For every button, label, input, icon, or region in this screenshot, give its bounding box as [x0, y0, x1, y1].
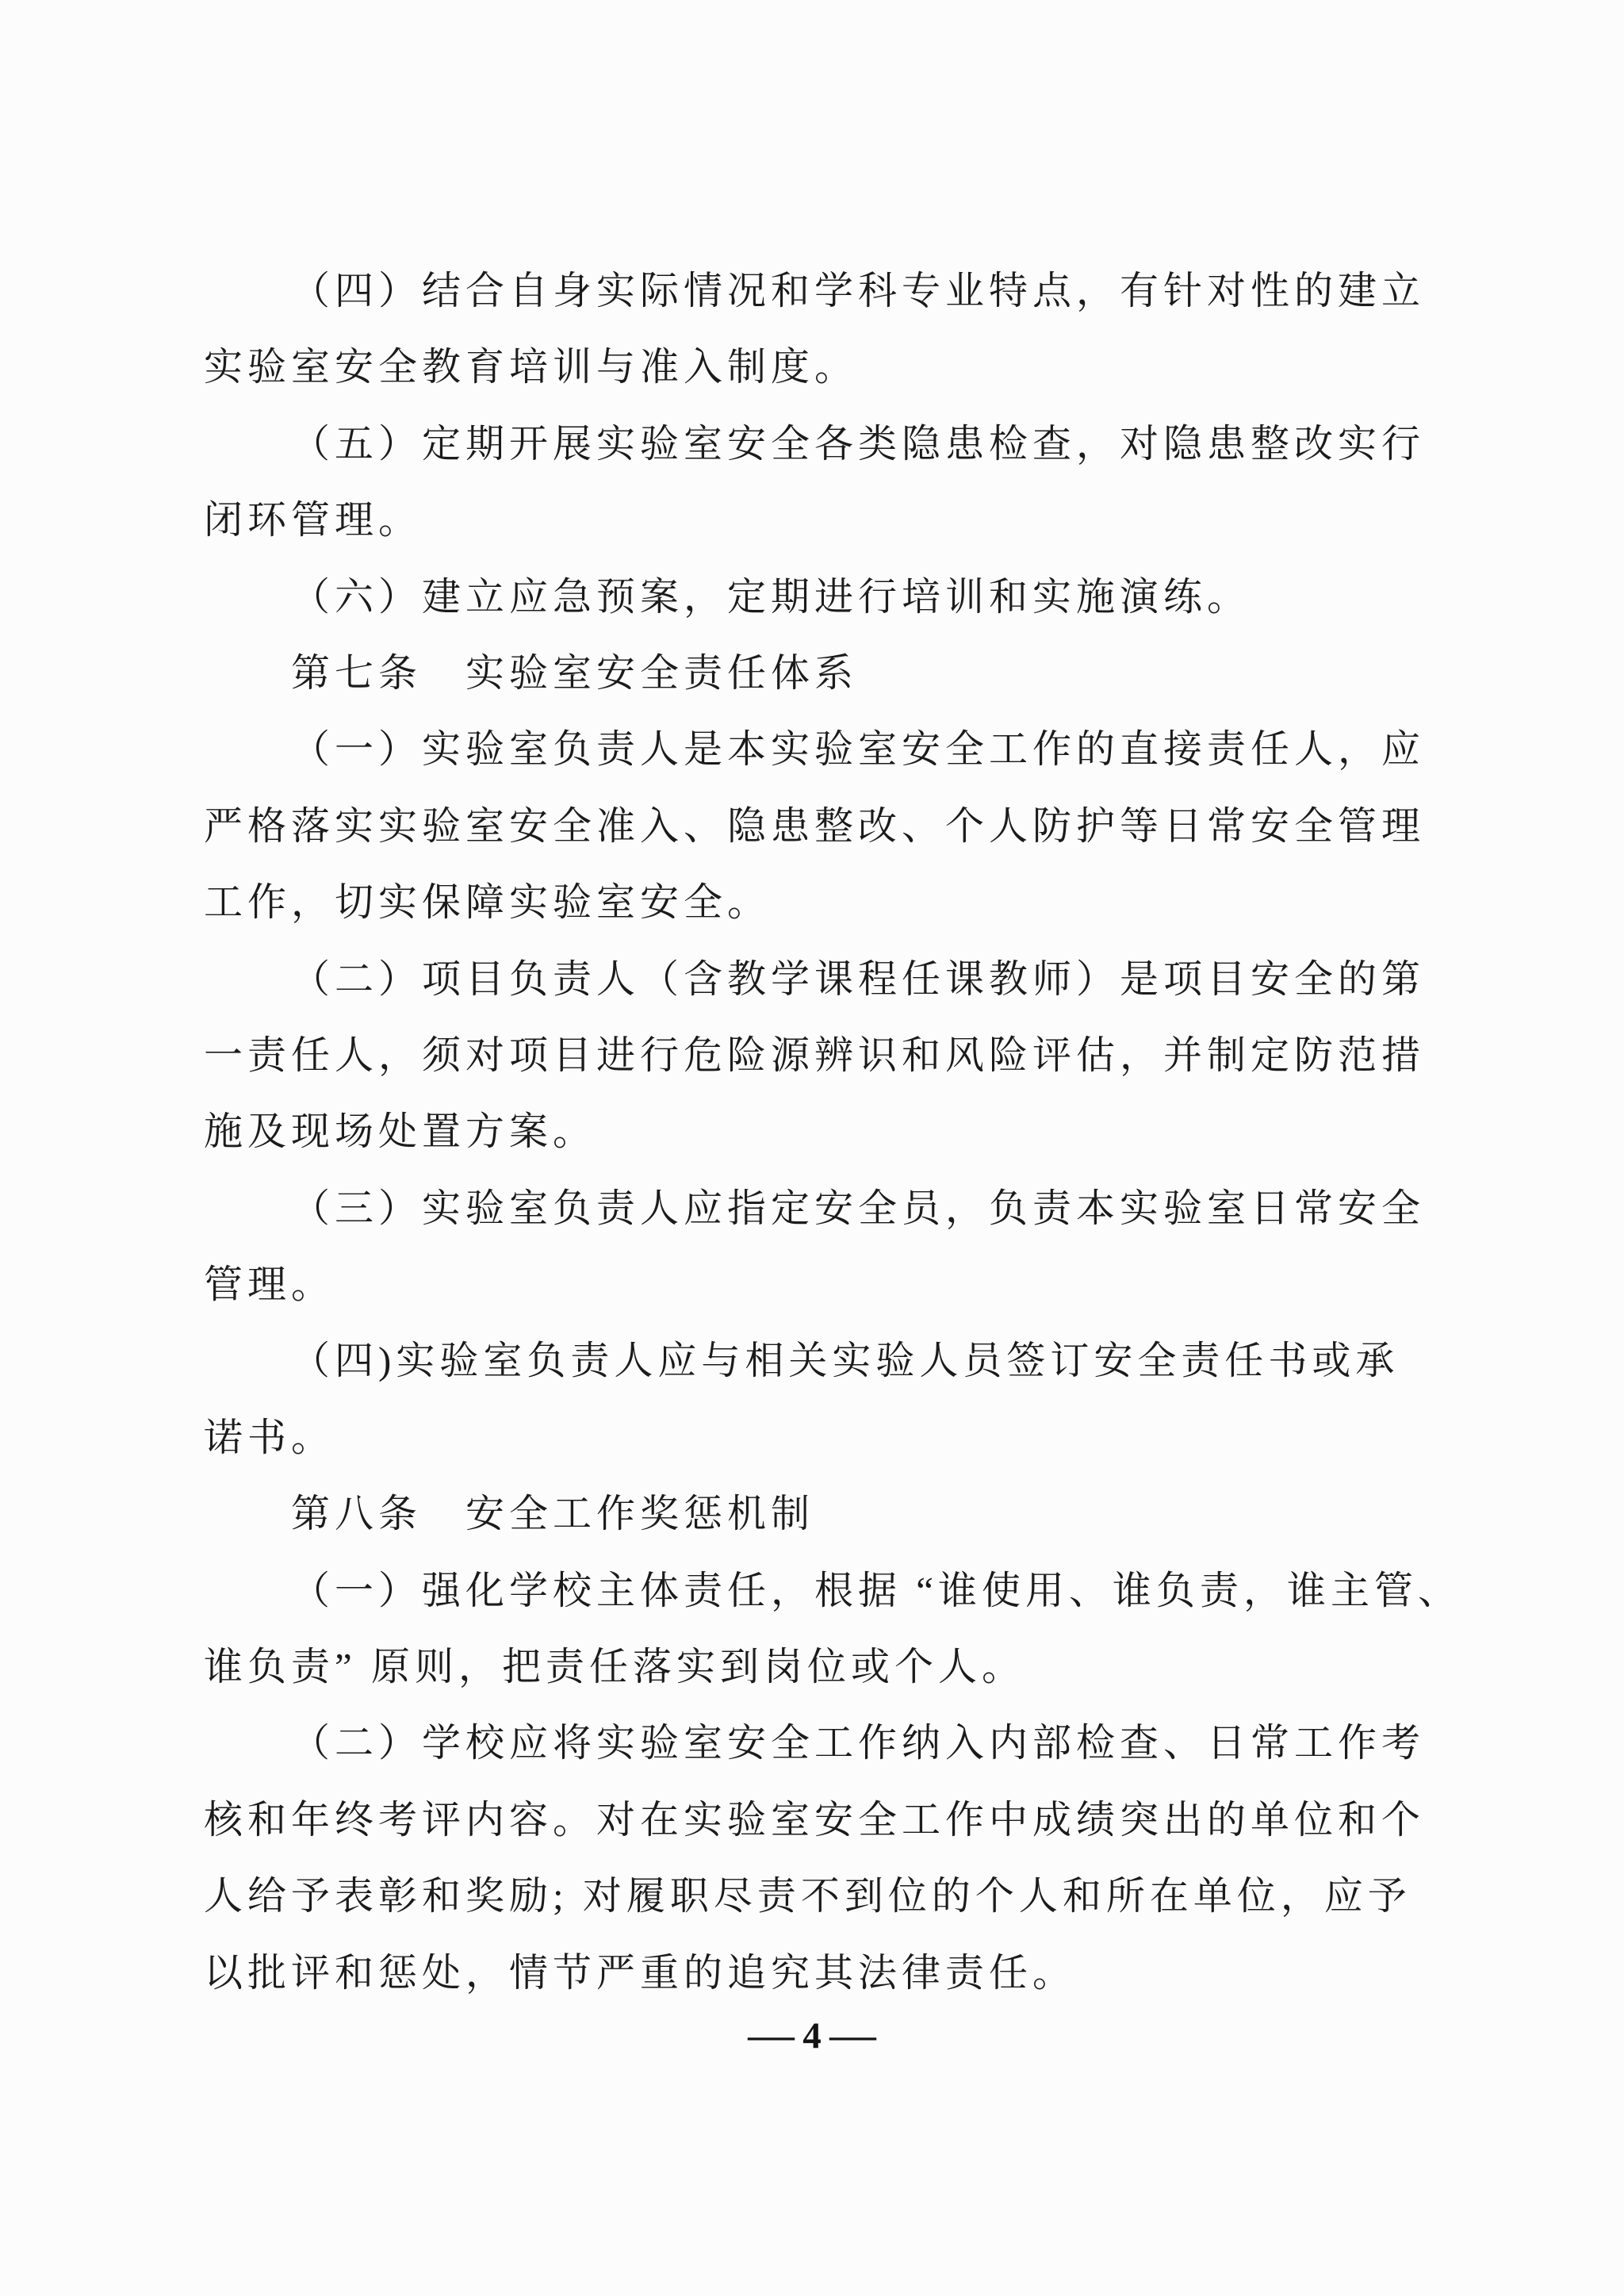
text-line: 谁负责” 原则，把责任落实到岗位或个人。	[204, 1645, 1025, 1689]
text-line: 人给予表彰和奖励; 对履职尽责不到位的个人和所在单位，应予	[204, 1874, 1411, 1918]
page-number-right-dash: —	[829, 2015, 876, 2056]
page-number	[0, 2012, 1624, 2060]
text-line: 一责任人，须对项目进行危险源辨识和风险评估，并制定防范措	[204, 1033, 1426, 1077]
text-line: （五）定期开展实验室安全各类隐患检查，对隐患整改实行	[291, 421, 1426, 466]
text-line: （一）实验室负责人是本实验室安全工作的直接责任人，应	[291, 727, 1426, 772]
text-line: （一）强化学校主体责任，根据 “谁使用、谁负责，谁主管、	[291, 1568, 1461, 1612]
text-line: 实验室安全教育培训与准入制度。	[204, 345, 859, 389]
article-heading: 第八条 安全工作奖惩机制	[291, 1492, 815, 1536]
text-line: 严格落实实验室安全准入、隐患整改、个人防护等日常安全管理	[204, 803, 1426, 848]
text-line: 闭环管理。	[204, 498, 423, 542]
page-number-left-dash: —	[748, 2015, 795, 2056]
text-line: 核和年终考评内容。对在实验室安全工作中成绩突出的单位和个	[204, 1797, 1426, 1842]
page-number-value: 4	[802, 2015, 822, 2056]
text-line: （二）学校应将实验室安全工作纳入内部检查、日常工作考	[291, 1721, 1426, 1765]
text-line: （三）实验室负责人应指定安全员，负责本实验室日常安全	[291, 1186, 1426, 1230]
document-body	[204, 253, 1461, 2011]
text-line: 施及现场处置方案。	[204, 1110, 597, 1154]
text-line: （四)实验室负责人应与相关实验人员签订安全责任书或承	[291, 1339, 1400, 1383]
text-line: （六）建立应急预案，定期进行培训和实施演练。	[291, 574, 1251, 619]
text-line: 工作，切实保障实验室安全。	[204, 880, 772, 925]
text-line: 以批评和惩处，情节严重的追究其法律责任。	[204, 1950, 1077, 1995]
article-heading: 第七条 实验室安全责任体系	[291, 650, 859, 695]
text-line: 管理。	[204, 1263, 335, 1307]
text-line: 诺书。	[204, 1415, 335, 1459]
text-line: （四）结合自身实际情况和学科专业特点，有针对性的建立	[291, 269, 1426, 312]
text-line: （二）项目负责人（含教学课程任课教师）是项目安全的第	[291, 956, 1426, 1001]
